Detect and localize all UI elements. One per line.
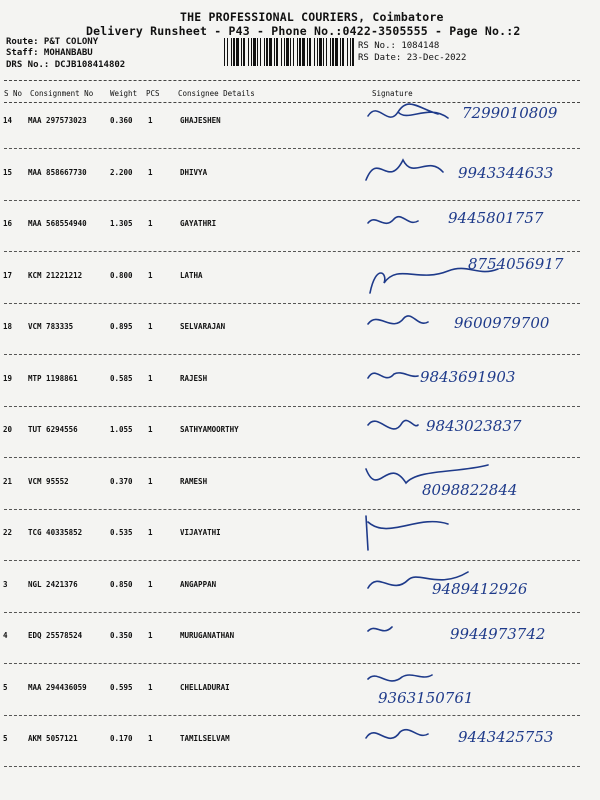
pcs-cell: 1 — [148, 476, 153, 486]
signature-cell — [358, 665, 598, 711]
sno-cell: 14 — [3, 116, 13, 125]
sno-cell: 18 — [3, 322, 13, 331]
barcode-bar — [307, 38, 308, 66]
barcode-bar — [251, 38, 252, 66]
signature-cell — [358, 613, 598, 659]
consignee-cell: CHELLADURAI — [180, 682, 230, 692]
pcs-cell: 1 — [148, 322, 153, 331]
table-row — [0, 518, 600, 562]
handwritten-phone: 7299010809 — [462, 104, 558, 122]
col-header-consignment: Consignment No — [30, 89, 94, 98]
signature-cell — [358, 510, 598, 556]
sno-cell: 4 — [3, 631, 8, 640]
barcode-bar — [352, 38, 354, 66]
signature-cell — [358, 356, 598, 402]
pcs-cell: 1 — [148, 528, 153, 537]
consignment-cell: NGL 2421376 — [28, 579, 78, 589]
sno-cell: 19 — [3, 373, 13, 383]
document-subtitle: Delivery Runsheet - P43 - Phone No.:0422-3505555 - Page No.:2 — [86, 24, 521, 38]
barcode-bar — [274, 38, 275, 66]
barcode-bar — [323, 38, 324, 66]
barcode-bar — [319, 38, 322, 66]
signature-cell — [358, 253, 598, 299]
pcs-cell: 1 — [148, 734, 153, 743]
weight-cell: 2.200 — [110, 167, 133, 177]
table-row — [0, 415, 600, 459]
pcs-cell: 1 — [148, 270, 153, 280]
signature-cell — [358, 304, 598, 350]
sno-cell: 16 — [3, 219, 13, 228]
handwritten-phone: 9600979700 — [454, 314, 550, 332]
signature-cell — [358, 562, 598, 608]
weight-cell: 0.170 — [110, 734, 133, 743]
consignment-cell: VCM 95552 — [28, 476, 69, 486]
barcode-bar — [236, 38, 239, 66]
barcode-bar — [276, 38, 278, 66]
consignee-cell: DHIVYA — [180, 167, 208, 177]
rs-date: RS Date: 23-Dec-2022 — [358, 53, 467, 63]
signature-cell — [358, 459, 598, 505]
barcode-bar — [286, 38, 289, 66]
col-header-signature: Signature — [372, 89, 413, 98]
barcode-bar — [290, 38, 291, 66]
barcode-bar — [264, 38, 265, 66]
consignee-cell: TAMILSELVAM — [180, 734, 230, 743]
weight-cell: 0.585 — [110, 373, 133, 383]
barcode-bar — [233, 38, 235, 66]
barcode-bar — [269, 38, 272, 66]
sno-cell: 15 — [3, 167, 13, 177]
barcode-bar — [297, 38, 298, 66]
barcode-bar — [253, 38, 256, 66]
barcode-bar — [332, 38, 334, 66]
barcode-bar — [347, 38, 348, 66]
pcs-cell: 1 — [148, 682, 153, 692]
drs-number: DRS No.: DCJB108414802 — [6, 60, 126, 70]
consignee-cell: GAYATHRI — [180, 219, 217, 228]
barcode-bar — [342, 38, 344, 66]
signature-cell — [358, 98, 598, 144]
barcode-bar — [326, 38, 327, 66]
weight-cell: 1.305 — [110, 219, 133, 228]
col-header-weight: Weight — [110, 89, 138, 98]
handwritten-phone: 9443425753 — [458, 728, 554, 746]
table-row — [0, 467, 600, 511]
consignment-cell: TUT 6294556 — [28, 425, 78, 434]
route-label: Route: P&T COLONY — [6, 37, 99, 47]
barcode-bar — [281, 38, 282, 66]
consignee-cell: MURUGANATHAN — [180, 631, 235, 640]
handwritten-phone: 9943344633 — [458, 163, 554, 182]
consignment-cell: EDQ 25578524 — [28, 631, 83, 640]
handwritten-signature — [358, 510, 598, 556]
barcode-bar — [302, 38, 305, 66]
handwritten-phone: 9944973742 — [450, 625, 546, 643]
table-row — [0, 621, 600, 665]
weight-cell: 0.800 — [110, 270, 133, 280]
consignee-cell: ANGAPPAN — [180, 579, 217, 589]
col-header-sno: S No — [4, 89, 23, 98]
table-row — [0, 312, 600, 356]
consignment-cell: TCG 40335852 — [28, 528, 83, 537]
signature-cell — [358, 716, 598, 762]
weight-cell: 0.895 — [110, 322, 133, 331]
consignment-cell: MAA 297573023 — [28, 116, 87, 125]
barcode-bar — [309, 38, 311, 66]
barcode-bar — [224, 38, 225, 66]
pcs-cell: 1 — [148, 116, 153, 125]
barcode-bar — [284, 38, 285, 66]
handwritten-phone: 9489412926 — [432, 579, 528, 598]
sno-cell: 5 — [3, 734, 8, 743]
consignment-cell: MAA 858667730 — [28, 167, 87, 177]
handwritten-phone: 9843691903 — [420, 367, 516, 386]
consignment-cell: MTP 1198861 — [28, 373, 78, 383]
handwritten-phone: 9363150761 — [378, 688, 474, 707]
weight-cell: 0.535 — [110, 528, 133, 537]
pcs-cell: 1 — [148, 373, 153, 383]
table-row — [0, 724, 600, 768]
consignee-cell: VIJAYATHI — [180, 528, 221, 537]
pcs-cell: 1 — [148, 579, 153, 589]
weight-cell: 0.360 — [110, 116, 133, 125]
consignment-cell: KCM 21221212 — [28, 270, 83, 280]
table-row — [0, 106, 600, 150]
document-title: THE PROFESSIONAL COURIERS, Coimbatore — [180, 10, 444, 24]
divider — [4, 80, 580, 81]
pcs-cell: 1 — [148, 631, 153, 640]
barcode-bar — [231, 38, 232, 66]
consignment-cell: MAA 568554940 — [28, 219, 87, 228]
weight-cell: 0.850 — [110, 579, 133, 589]
pcs-cell: 1 — [148, 425, 153, 434]
sno-cell: 17 — [3, 270, 13, 280]
signature-cell — [358, 407, 598, 453]
sno-cell: 3 — [3, 579, 8, 589]
barcode-bar — [243, 38, 245, 66]
barcode-bar — [340, 38, 341, 66]
barcode-bar — [293, 38, 294, 66]
col-header-pcs: PCS — [146, 89, 160, 98]
consignee-cell: GHAJESHEN — [180, 116, 221, 125]
barcode-bar — [260, 38, 261, 66]
sno-cell: 5 — [3, 682, 8, 692]
barcode-bar — [266, 38, 268, 66]
consignee-cell: RAMESH — [180, 476, 208, 486]
consignment-cell: AKM 5057121 — [28, 734, 78, 743]
pcs-cell: 1 — [148, 167, 153, 177]
handwritten-phone: 9843023837 — [426, 417, 522, 435]
weight-cell: 0.370 — [110, 476, 133, 486]
barcode-bar — [330, 38, 331, 66]
signature-cell — [358, 150, 598, 196]
sno-cell: 21 — [3, 476, 13, 486]
handwritten-phone: 9445801757 — [448, 209, 544, 227]
table-row — [0, 570, 600, 614]
weight-cell: 0.595 — [110, 682, 133, 692]
barcode-bar — [317, 38, 318, 66]
weight-cell: 0.350 — [110, 631, 133, 640]
barcode-bar — [241, 38, 242, 66]
consignment-cell: MAA 294436059 — [28, 682, 87, 692]
row-divider — [4, 766, 580, 767]
table-row — [0, 364, 600, 408]
consignee-cell: SATHYAMOORTHY — [180, 425, 239, 434]
handwritten-phone: 8754056917 — [468, 254, 564, 273]
consignee-cell: LATHA — [180, 270, 203, 280]
barcode-bar — [350, 38, 351, 66]
barcode-bar — [227, 38, 228, 66]
table-row — [0, 254, 600, 305]
handwritten-phone: 8098822844 — [422, 480, 518, 499]
signature-cell — [358, 201, 598, 247]
col-header-consignee: Consignee Details — [178, 89, 255, 98]
pcs-cell: 1 — [148, 219, 153, 228]
barcode — [224, 38, 354, 66]
table-row — [0, 209, 600, 253]
barcode-bar — [248, 38, 249, 66]
consignee-cell: SELVARAJAN — [180, 322, 226, 331]
consignee-cell: RAJESH — [180, 373, 208, 383]
barcode-bar — [335, 38, 338, 66]
staff-label: Staff: MOHANBABU — [6, 48, 93, 58]
sno-cell: 22 — [3, 528, 13, 537]
consignment-cell: VCM 783335 — [28, 322, 74, 331]
barcode-bar — [299, 38, 301, 66]
barcode-bar — [257, 38, 258, 66]
barcode-bar — [314, 38, 315, 66]
rs-number: RS No.: 1084148 — [358, 41, 440, 51]
sno-cell: 20 — [3, 425, 13, 434]
weight-cell: 1.055 — [110, 425, 133, 434]
table-row — [0, 158, 600, 202]
table-row — [0, 673, 600, 717]
